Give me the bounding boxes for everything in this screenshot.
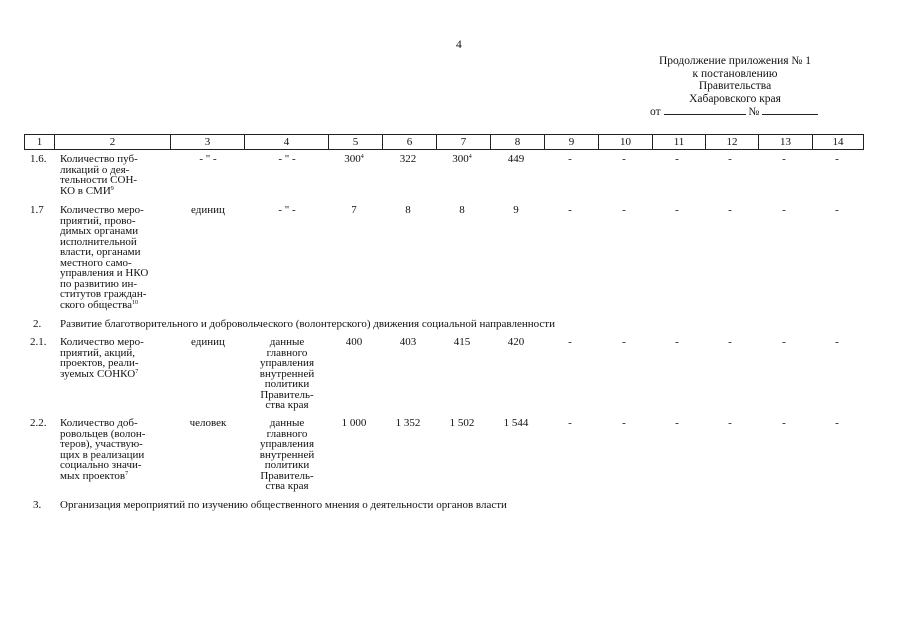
column-header: 7 <box>436 134 490 150</box>
value-col-8: 449 <box>507 153 525 165</box>
date-blank <box>664 105 746 115</box>
indicator-name <box>60 337 172 379</box>
indicator-name <box>60 418 172 481</box>
header-signature-line <box>640 105 830 119</box>
value-col-9: - <box>568 417 572 429</box>
value-col-7: 8 <box>459 204 465 216</box>
indicator-name-text: Количество пуб- ликаций о дея- тельности СОН- КО в СМИ <box>60 153 138 197</box>
value-col-10: - <box>622 153 626 165</box>
value-col-6: 322 <box>399 153 417 165</box>
column-header: 10 <box>598 134 652 150</box>
footnote-mark: 7 <box>135 368 139 375</box>
value-col-5: 1 000 <box>341 417 367 429</box>
value-col-11: - <box>675 204 679 216</box>
column-header: 2 <box>54 134 170 150</box>
value-col-12: - <box>728 336 732 348</box>
footnote-mark: 4 <box>360 154 364 160</box>
row-number: 2.2. <box>30 417 47 429</box>
value-col-5: 400 <box>345 336 363 348</box>
value-col-6: 8 <box>405 204 411 216</box>
value-col-11: - <box>675 153 679 165</box>
value-col-8: 1 544 <box>503 417 529 429</box>
column-header: 5 <box>328 134 382 150</box>
indicator-name-text: Количество меро- приятий, прово- димых органами исполнительной власти, органами местного само- управления и НКО по развитию ин- ститутов граждан- ского общества <box>60 204 149 311</box>
data-source: - " - <box>278 153 296 165</box>
row-number: 1.7 <box>30 204 44 216</box>
value-col-6: 1 352 <box>395 417 421 429</box>
unit: - " - <box>199 153 217 165</box>
value-col-14: - <box>835 336 839 348</box>
value-col-10: - <box>622 336 626 348</box>
indicator-name-text: Количество доб- ровольцев (волон- теров), участвую- щих в реализации социально значи- мых проектов <box>60 417 146 482</box>
section-number: 3. <box>33 499 42 511</box>
number-blank <box>762 105 818 115</box>
value-col-7: 1 502 <box>449 417 475 429</box>
value-col-12: - <box>728 204 732 216</box>
value-col-10: - <box>622 417 626 429</box>
value-col-13: - <box>782 153 786 165</box>
footnote-mark: 4 <box>468 154 472 160</box>
header-line-4: Хабаровского края <box>689 92 781 105</box>
column-header: 6 <box>382 134 436 150</box>
table-header-row <box>24 134 864 150</box>
column-header: 14 <box>812 134 864 150</box>
value-col-6: 403 <box>399 336 417 348</box>
value-col-8: 420 <box>507 336 525 348</box>
number-label: № <box>748 106 760 118</box>
value: 300 <box>344 153 361 165</box>
column-header: 11 <box>652 134 705 150</box>
indicator-name <box>60 154 172 196</box>
row-number: 2.1. <box>30 336 47 348</box>
footnote-mark: 9 <box>110 185 114 192</box>
value-col-14: - <box>835 153 839 165</box>
header-line-3: Правительства <box>698 80 772 92</box>
column-header: 9 <box>544 134 598 150</box>
unit: единиц <box>191 204 225 216</box>
value-col-11: - <box>675 417 679 429</box>
page-number: 4 <box>456 39 462 51</box>
value: 300 <box>452 153 469 165</box>
footnote-mark: 7 <box>125 470 129 477</box>
value-col-14: - <box>835 204 839 216</box>
section-title: Развитие благотворительного и добровольческого (волонтерского) движения социальной направленности <box>60 318 555 330</box>
value-col-13: - <box>782 417 786 429</box>
value-col-9: - <box>568 204 572 216</box>
row-number: 1.6. <box>30 153 47 165</box>
data-source: данные главного управления внутренней политики Правитель- ства края <box>259 336 315 411</box>
value-col-13: - <box>782 204 786 216</box>
value-col-13: - <box>782 336 786 348</box>
appendix-header <box>640 55 830 119</box>
column-header: 3 <box>170 134 244 150</box>
value-col-8: 9 <box>513 204 519 216</box>
value-col-11: - <box>675 336 679 348</box>
column-header: 13 <box>758 134 812 150</box>
value-col-7 <box>435 154 489 165</box>
section-number: 2. <box>33 318 42 330</box>
data-source: данные главного управления внутренней политики Правитель- ства края <box>259 417 315 492</box>
value-col-5 <box>327 154 381 165</box>
indicator-name-text: Количество меро- приятий, акций, проектов, реали- зуемых СОНКО <box>60 336 144 380</box>
section-title: Организация мероприятий по изучению общественного мнения о деятельности органов власти <box>60 499 507 511</box>
unit: человек <box>189 417 227 429</box>
value-col-9: - <box>568 153 572 165</box>
indicator-name <box>60 205 172 310</box>
header-line-2: к постановлению <box>692 67 778 80</box>
column-header: 4 <box>244 134 328 150</box>
footnote-mark: 10 <box>132 299 138 306</box>
unit: единиц <box>191 336 225 348</box>
column-header: 1 <box>24 134 54 150</box>
value-col-5: 7 <box>351 204 357 216</box>
value-col-12: - <box>728 417 732 429</box>
data-source: - " - <box>278 204 296 216</box>
value-col-12: - <box>728 153 732 165</box>
value-col-10: - <box>622 204 626 216</box>
header-line-1: Продолжение приложения № 1 <box>658 55 812 67</box>
value-col-9: - <box>568 336 572 348</box>
column-header: 8 <box>490 134 544 150</box>
column-header: 12 <box>705 134 758 150</box>
value-col-14: - <box>835 417 839 429</box>
value-col-7: 415 <box>453 336 471 348</box>
from-label: от <box>650 106 661 118</box>
